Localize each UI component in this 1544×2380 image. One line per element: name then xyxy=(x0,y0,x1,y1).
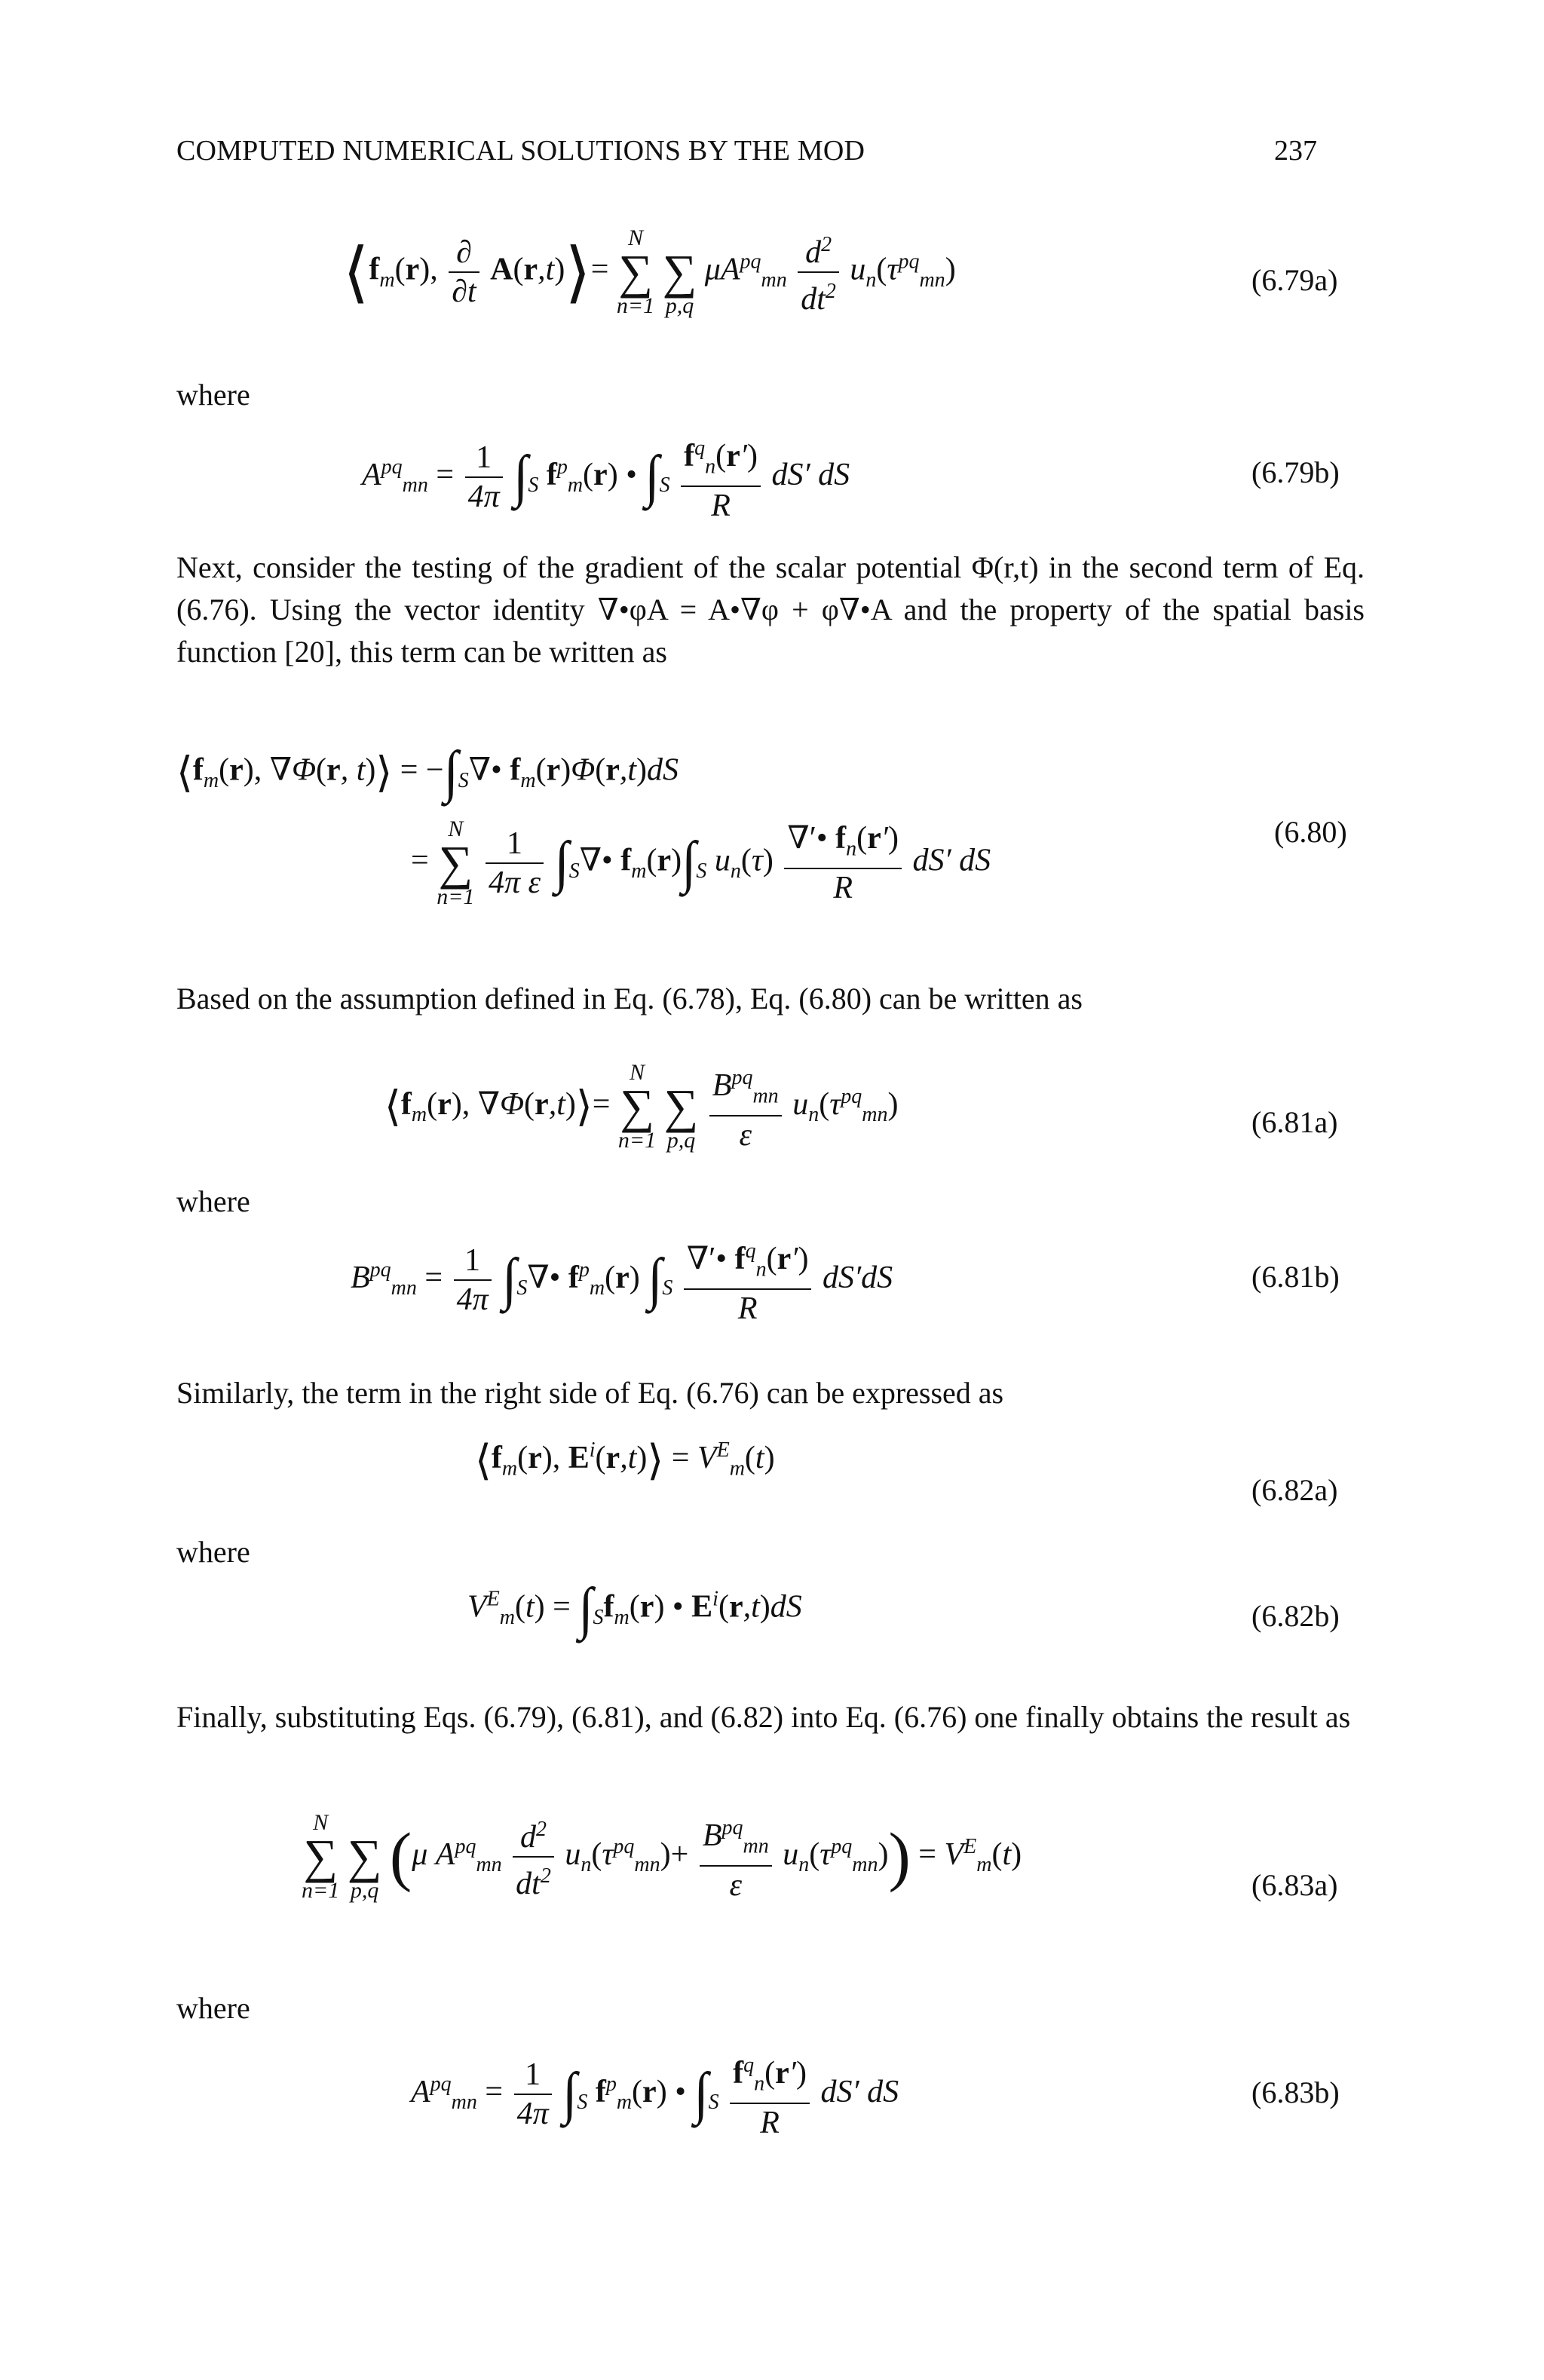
equation-number: (6.81b) xyxy=(1251,1260,1340,1294)
equation-6-82a: $⟨f_m(r)$, $E^i(r,t)⟩ = V^E_m(t)$ xyxy=(475,1438,775,1484)
equation-6-79b: $A^{pq}_{mn}$ = $\frac{1}{4\pi}$ $\int_S$ $f^p_m(r)$ • $\int_S$ $\frac{f^q_n(r')}{R}$ dS′ dS xyxy=(362,430,850,525)
equation-number: (6.82a) xyxy=(1251,1473,1338,1507)
where-label: where xyxy=(176,378,250,412)
equation-number: (6.79b) xyxy=(1251,455,1340,489)
equation-6-80-line1: $⟨f_m(r)$, ∇Φ(r, t)⟩ = $-\int_S\nabla•$ $f_m(r)\Phi(r,t)dS$ xyxy=(176,740,679,804)
paragraph: Finally, substituting Eqs. (6.79), (6.81), and (6.82) into Eq. (6.76) one finally obtains the result as xyxy=(176,1700,1351,1734)
running-header: COMPUTED NUMERICAL SOLUTIONS BY THE MOD xyxy=(176,135,865,167)
equation-6-79a: $⟨f_m(r)$, $\frac{\partial}{\partial t}$ A(r,t)⟩= N ∑ n=1 ∑ p,q $\mu A^{pq}_{mn}$ $\frac{d^2}{dt^2}$ $u_n(\tau^{pq}_{mn})$ xyxy=(343,225,956,318)
where-label: where xyxy=(176,1184,250,1218)
equation-6-82b: $V^E_m(t) = \int_Sf_m(r)$ • $E^i(r,t)dS$ xyxy=(467,1577,802,1641)
equation-number: (6.82b) xyxy=(1251,1599,1340,1633)
equation-number: (6.83a) xyxy=(1251,1868,1338,1902)
equation-6-83a: N ∑ n=1 ∑ p,q (μ $A^{pq}_{mn}$ $\frac{d^2}{dt^2}$ $u_n(\tau^{pq}_{mn})+$ $\frac{B^{pq}_{mn}}{\varepsilon}$ $u_n(\tau^{pq}_{mn})) = V^E_m(t)$ xyxy=(302,1810,1022,1904)
where-label: where xyxy=(176,1535,250,1569)
equation-number: (6.79a) xyxy=(1251,263,1338,297)
paragraph: Next, consider the testing of the gradient of the scalar potential Φ(r,t) in the second term of Eq. (6.76). Using the vector identity ∇•φA = A•∇φ + φ∇•A and the property of the spatial basis function [20], this term can be written as xyxy=(176,550,1365,669)
page-number: 237 xyxy=(1274,135,1317,167)
equation-6-81b: $B^{pq}_{mn}$ = $\frac{1}{4\pi}$ $\int_S\nabla•$ $f^p_m(r)$ $\int_S$ $\frac{\nabla'• f^q_n(r')}{R}$ dS′dS xyxy=(351,1233,893,1328)
equation-number: (6.81a) xyxy=(1251,1105,1338,1139)
equation-6-83b: $A^{pq}_{mn}$ = $\frac{1}{4\pi}$ $\int_S$ $f^p_m(r)$ • $\int_S$ $\frac{f^q_n(r')}{R}$ dS′ dS xyxy=(411,2047,899,2142)
equation-6-81a: $⟨f_m(r)$, ∇Φ(r,t)⟩= N ∑ n=1 ∑ p,q $\frac{B^{pq}_{mn}}{\varepsilon}$ $u_n(\tau^{pq}_{mn})$ xyxy=(384,1060,899,1153)
where-label: where xyxy=(176,1991,250,2025)
equation-6-80-line2: = N ∑ n=1 $\frac{1}{\text{4π ε}}$ $\int_S\nabla•$ $f_m(r)\int_S$ $u_n(\tau)$ $\frac{\nabla'• f_n(r')}{R}$ dS′ dS xyxy=(411,816,991,909)
equation-number: (6.83b) xyxy=(1251,2075,1340,2109)
paragraph: Based on the assumption defined in Eq. (6.78), Eq. (6.80) can be written as xyxy=(176,982,1083,1015)
paragraph: Similarly, the term in the right side of Eq. (6.76) can be expressed as xyxy=(176,1376,1004,1410)
equation-number: (6.80) xyxy=(1274,815,1347,849)
